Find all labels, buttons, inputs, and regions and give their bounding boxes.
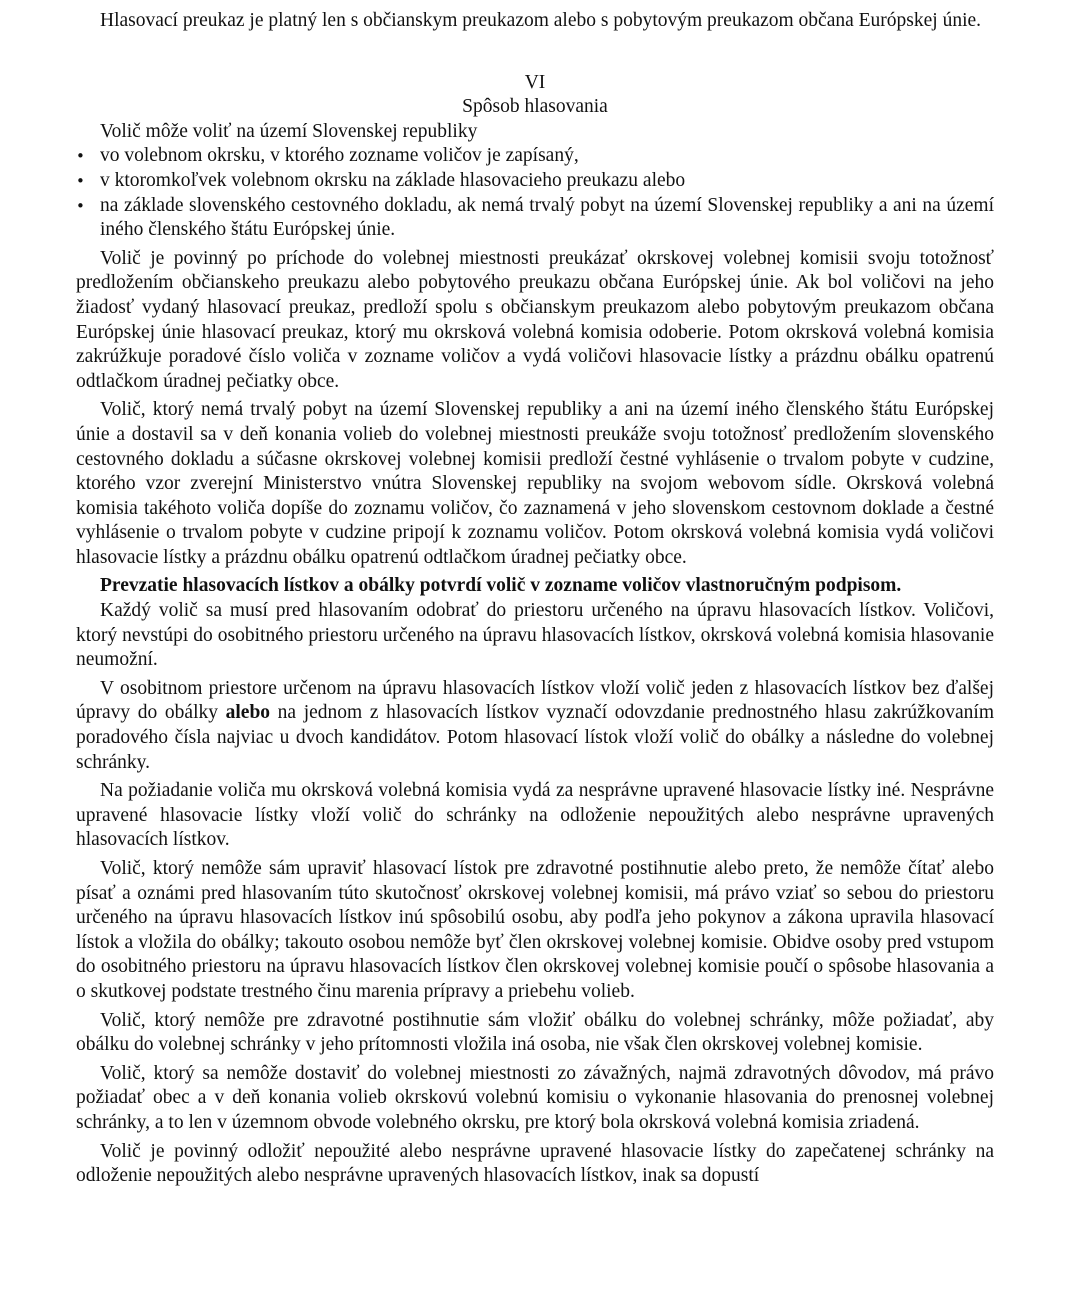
paragraph-envelope-assistance: Volič, ktorý nemôže pre zdravotné postihnutie sám vložiť obálku do volebnej schránky, môže požiadať, aby obálku do volebnej schránky v jeho prítomnosti vložila iná osoba, nie však člen okrskovej volebnej komisie. (76, 1009, 994, 1056)
list-item (76, 194, 994, 243)
lead-in-paragraph: Volič môže voliť na území Slovenskej republiky (100, 120, 478, 142)
document-page (76, 9, 994, 1189)
section-number: VI (524, 71, 546, 93)
bullet-list (76, 144, 994, 242)
paragraph-voting-booth: Každý volič sa musí pred hlasovaním odobrať do priestoru určeného na úpravu hlasovacích lístkov. Voličovi, ktorý nevstúpi do osobitného priestoru určeného na úpravu hlasovacích lístkov, okrsková volebná komisia hlasovanie neumožní. (76, 600, 994, 671)
paragraph-assisted-voting: Volič, ktorý nemôže sám upraviť hlasovací lístok pre zdravotné postihnutie alebo preto, že nemôže čítať alebo písať a oznámi pred hlasovaním túto skutočnosť okrskovej volebnej komisii, má právo vziať so sebou do priestoru určeného na úpravu hlasovacích lístkov inú spôsobilú osobu, aby podľa jeho pokynov a zákona upravila hlasovací lístok a vložila do obálky; takouto osobou nemôže byť člen okrskovej volebnej komisie. Obidve osoby pred vstupom do osobitného priestoru na úpravu hlasovacích lístkov člen okrskovej volebnej komisie poučí o spôsobe hlasovania a o skutkovej podstate trestného činu marenia prípravy a priebehu volieb. (76, 858, 994, 1002)
list-item-text: na základe slovenského cestovného dokladu, ak nemá trvalý pobyt na území Slovenskej republiky a ani na území iného členského štátu Európskej únie. (100, 194, 994, 241)
bullet-icon: • (76, 196, 85, 215)
list-item (76, 169, 994, 194)
bullet-icon: • (76, 147, 85, 166)
intro-paragraph: Hlasovací preukaz je platný len s občianskym preukazom alebo s pobytovým preukazom občana Európskej únie. (100, 10, 982, 31)
list-item (76, 144, 994, 169)
section-heading (76, 71, 994, 120)
paragraph-ballot-marking (76, 677, 994, 775)
paragraph-signature: Prevzatie hlasovacích lístkov a obálky potvrdí volič v zozname voličov vlastnoručným podpisom. (100, 575, 902, 597)
paragraph-unused-ballots: Volič je povinný odložiť nepoužité alebo nesprávne upravené hlasovacie lístky do zapečatenej schránky na odloženie nepoužitých alebo nesprávne upravených hlasovacích lístkov, inak sa dopustí (76, 1140, 994, 1187)
paragraph-replacement-ballots: Na požiadanie voliča mu okrsková volebná komisia vydá za nesprávne upravené hlasovacie lístky iné. Nesprávne upravené hlasovacie lístky vloží volič do schránky na odloženie nepoužitých alebo nesprávne upravených hlasovacích lístkov. (76, 780, 994, 851)
ballot-marking-text-start: V osobitnom priestore určenom na úpravu hlasovacích lístkov vloží volič jeden z hlasovacích lístkov bez ďalšej úpravy do obálky (76, 677, 994, 724)
section-title: Spôsob hlasovania (462, 96, 608, 118)
paragraph-portable-box: Volič, ktorý sa nemôže dostaviť do volebnej miestnosti zo závažných, najmä zdravotných dôvodov, má právo požiadať obec a v deň konania volieb okrskovú volebnú komisiu o vykonanie hlasovania do prenosnej volebnej schránky, a to len v územnom obvode volebného okrsku, pre ktorý bola okrsková volebná komisia zriadená. (76, 1062, 994, 1133)
bullet-icon: • (76, 171, 85, 190)
list-item-text: vo volebnom okrsku, v ktorého zozname voličov je zapísaný, (100, 145, 579, 167)
paragraph-identity-check: Volič je povinný po príchode do volebnej miestnosti preukázať okrskovej volebnej komisii svoju totožnosť predložením občianskeho preukazu alebo pobytového preukazu občana Európskej únie. Ak bol voličovi na jeho žiadosť vydaný hlasovací preukaz, predloží spolu s občianskym preukazom alebo pobytovým preukazom občana Európskej únie hlasovací preukaz, ktorý mu okrsková volebná komisia odoberie. Potom okrsková volebná komisia zakrúžkuje poradové číslo voliča v zozname voličov a vydá voličovi hlasovacie lístky a prázdnu obálku opatrenú odtlačkom úradnej pečiatky obce. (76, 247, 994, 392)
ballot-marking-text-end: na jednom z hlasovacích lístkov vyznačí odovzdanie prednostného hlasu zakrúžkovaním poradového čísla najviac u dvoch kandidátov. Potom hlasovací lístok vloží volič do obálky a následne do volebnej schránky. (76, 702, 994, 773)
paragraph-abroad-voter: Volič, ktorý nemá trvalý pobyt na území Slovenskej republiky a ani na území iného členského štátu Európskej únie a dostavil sa v deň konania volieb do volebnej miestnosti preukáže svoju totožnosť predložením slovenského cestovného dokladu a súčasne okrskovej volebnej komisii predloží čestné vyhlásenie o trvalom pobyte v cudzine, ktorého vzor zverejní Ministerstvo vnútra Slovenskej republiky na svojom webovom sídle. Okrsková volebná komisia takéhoto voliča dopíše do zoznamu voličov, čo zaznamená v jeho slovenskom cestovnom doklade a čestné vyhlásenie o trvalom pobyte v cudzine pripojí k zoznamu voličov. Potom okrsková volebná komisia vydá voličovi hlasovacie lístky a prázdnu obálku opatrenú odtlačkom úradnej pečiatky obce. (76, 399, 994, 568)
list-item-text: v ktoromkoľvek volebnom okrsku na základe hlasovacieho preukazu alebo (100, 169, 686, 191)
ballot-marking-emphasis: alebo (225, 702, 271, 724)
